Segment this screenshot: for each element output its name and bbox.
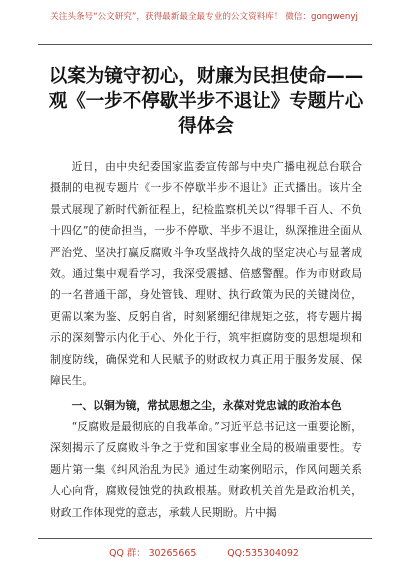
- body-paragraph: “反腐败是最彻底的自我革命。”习近平总书记这一重要论断，深刻揭示了反腐败斗争之于党和国家事业全局的极端重要性。专题片第一集《纠风治乱为民》通过生动案例昭示，作风问题关系人心向背，腐败侵蚀党的执政根基。财政机关首先是政治机关，财政工作体现党的意志，承载人民期盼。片中揭: [50, 420, 362, 519]
- header-divider: [38, 44, 372, 45]
- header-banner: 关注头条号“公文研究”，获得最新最全最专业的公文资料库！ 微信：gongwenyj: [50, 12, 358, 22]
- body-paragraph: 近日，由中央纪委国家监委宣传部与中央广播电视总台联合摄制的电视专题片《一步不停歇半步不退让》正式播出。该片全景式展现了新时代新征程上，纪检监察机关以“得罪千百人、不负十四亿”的使命担当，一步不停歇、半步不退让，纵深推进全面从严治党、坚决打赢反腐败斗争攻坚战持久战的坚定决心与显著成效。通过集中观看学习，我深受震撼、倍感警醒。作为市财政局的一名普通干部，身处管钱、理财、执行政策为民的关键岗位，更需以案为鉴、反躬自省，时刻紧绷纪律规矩之弦，将专题片揭示的深刻警示内化于心、外化于行，筑牢拒腐防变的思想堤坝和制度防线，确保党和人民赋予的财政权力真正用于服务发展、保障民生。: [50, 160, 362, 388]
- footer-divider: [38, 538, 372, 539]
- document-title: 以案为镜守初心，财廉为民担使命——观《一步不停歇半步不退让》专题片心得体会: [48, 66, 364, 137]
- footer-qq-group: QQ 群： 30265665: [109, 548, 197, 559]
- section-heading: 一、以铜为镜，常拭思想之尘，永葆对党忠诚的政治本色: [71, 399, 342, 412]
- footer-contact: [0, 545, 408, 559]
- footer-qq-number: QQ:535304092: [227, 548, 299, 559]
